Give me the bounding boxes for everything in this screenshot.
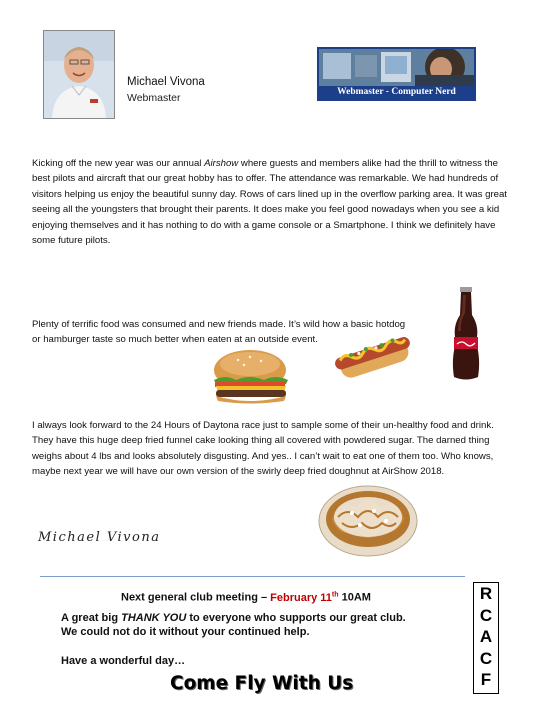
p1-airshow-italic: Airshow [204, 158, 239, 169]
closing-line: Have a wonderful day… [61, 655, 186, 667]
hamburger-image [206, 348, 294, 404]
badge-letter: C [479, 648, 493, 668]
thanks-after: to everyone who supports our great club. [186, 612, 406, 624]
badge-letter: A [479, 627, 493, 646]
thank-you-message [61, 611, 406, 639]
meeting-prefix: Next general club meeting – [121, 591, 271, 604]
funnel-cake-image [316, 479, 420, 559]
club-initials-badge [473, 582, 499, 694]
badge-letter: R [479, 584, 493, 603]
thanks-before: A great big [61, 612, 122, 624]
article-paragraph-3: I always look forward to the 24 Hours of Daytona race just to sample some of their un-healthy food and drink. They have this huge deep fried funnel cake looking thing all covered with powdered sugar. The darned thing weighs about 4 lbs and looks absolutely disgusting. And yes.. I can’t wait to eat one of them too. Who knows, maybe next year we will have our own version of the swirly deep fried doughnut at AirShow 2018. [32, 420, 494, 478]
meeting-date-suffix: th [331, 591, 339, 598]
meeting-date [270, 592, 338, 604]
meeting-time: 10AM [338, 591, 371, 604]
footer-divider [40, 576, 465, 577]
cola-bottle-image [448, 287, 484, 382]
hotdog-image [333, 328, 415, 388]
thanks-line-2: We could not do it without your continued help. [61, 626, 310, 638]
club-slogan: Come Fly With Us [170, 673, 354, 694]
author-signature: Michael Vivona [38, 530, 161, 545]
author-photo [43, 30, 115, 119]
thanks-italic: THANK YOU [121, 612, 187, 624]
article-paragraph-1 [32, 156, 507, 248]
meeting-date-day: February 11 [270, 591, 332, 604]
banner-caption: Webmaster - Computer Nerd [319, 86, 474, 99]
p1-text-after: where guests and members alike had the thrill to witness the best pilots and aircraft that our great hobby has to offer. The attendance was remarkable. We had hundreds of visitors helping us enjoy the beautiful sunny day. Rows of cars lined up in the overflow parking area. It was great seeing all the youngsters that brought their parents. It does make you feel good nowadays when you see a kid enjoying themselves and it has nothing to do with a game console or a Smartphone. I think we definitely have some future pilots. [32, 158, 507, 247]
author-role: Webmaster [127, 92, 181, 104]
webmaster-banner [317, 47, 476, 101]
author-name: Michael Vivona [127, 76, 205, 88]
badge-letter: C [479, 605, 493, 625]
p1-text-before: Kicking off the new year was our annual [32, 158, 205, 169]
meeting-notice [121, 591, 371, 604]
article-paragraph-2: Plenty of terrific food was consumed and new friends made. It’s wild how a basic hotdog or hamburger taste so much better when eaten at an outside event. [32, 319, 406, 346]
badge-letter: F [480, 670, 492, 689]
